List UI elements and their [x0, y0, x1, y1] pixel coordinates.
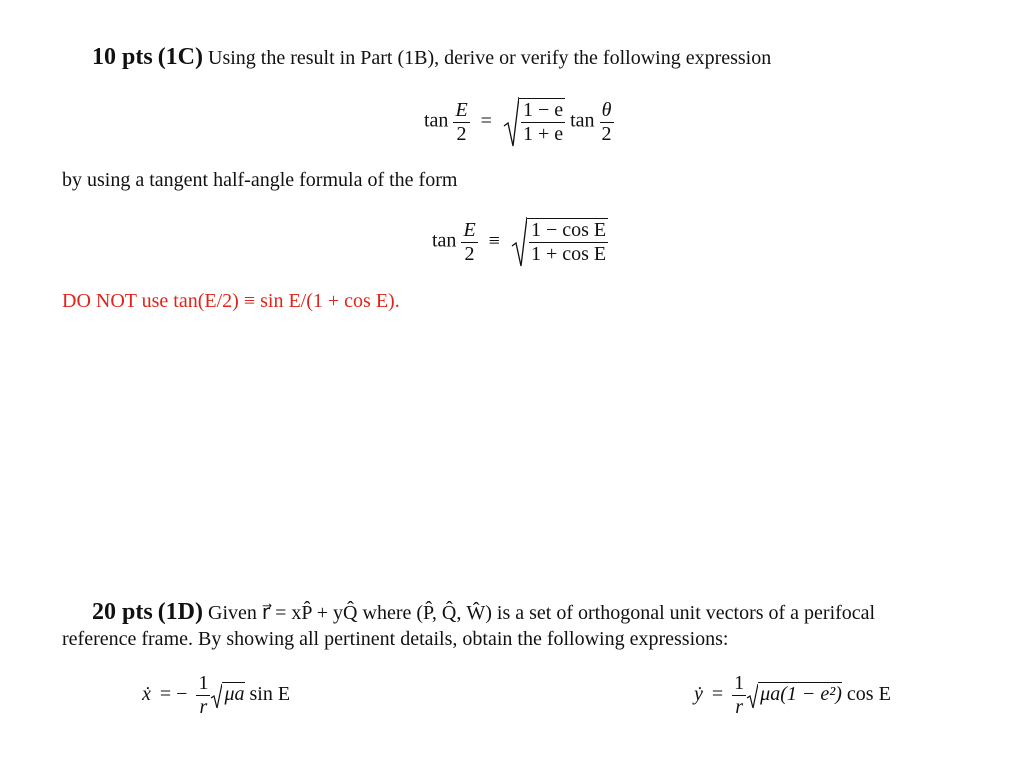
eq2-rad-num: 1 − cos E — [530, 218, 607, 241]
eq2-lhs-den: 2 — [461, 242, 477, 266]
part-1d-label: (1D) — [157, 599, 204, 625]
part-1c-points: 10 pts — [92, 44, 153, 70]
eq1-rhs-fn: tan — [570, 109, 595, 132]
eq1-lhs-num: E — [455, 98, 468, 121]
eqx-fraction — [196, 672, 210, 719]
eqy-lhs: ẏ — [694, 683, 703, 706]
warning-expression: tan(E/2) ≡ sin E/(1 + cos E). — [173, 290, 400, 312]
eqy-fraction — [732, 672, 746, 719]
eqx-tail: sin E — [249, 683, 291, 706]
eqy-relation: = — [711, 683, 724, 706]
eqy-den: r — [732, 695, 746, 719]
sqrt-icon — [746, 683, 758, 709]
warning-prefix: DO NOT use — [62, 290, 169, 312]
eqy-sqrt — [746, 682, 842, 708]
eq1-lhs-den: 2 — [453, 122, 469, 146]
sqrt-icon — [210, 683, 222, 709]
equation-tan-half-e — [424, 96, 614, 148]
part-1c-label: (1C) — [157, 44, 204, 70]
eq1-relation: = — [480, 109, 492, 132]
warning-text — [62, 290, 400, 313]
part-1c-intro: Using the result in Part (1B), derive or verify the following expression — [208, 47, 772, 69]
eqx-lhs: ẋ — [142, 683, 151, 706]
sqrt-icon — [503, 96, 519, 148]
eqy-tail: cos E — [846, 683, 891, 706]
eq2-rad-den: 1 + cos E — [530, 242, 607, 265]
equation-half-angle-formula — [432, 216, 608, 268]
part-1d-header — [62, 600, 1002, 651]
eqx-sqrt — [210, 682, 244, 708]
eq1-rad-num: 1 − e — [522, 98, 564, 121]
part-1c-header — [92, 44, 771, 71]
eq1-rhs-num: θ — [601, 98, 612, 121]
eqy-radicand: μa(1 − e²) — [760, 683, 842, 706]
part-1c-middle-text: by using a tangent half-angle formula of the form — [62, 169, 458, 191]
equation-y-dot — [694, 672, 891, 719]
eq2-relation: ≡ — [488, 229, 500, 252]
eqx-den: r — [196, 695, 210, 719]
eq2-lhs-num: E — [463, 218, 476, 241]
eq1-rhs-den: 2 — [601, 122, 612, 145]
equation-x-dot — [142, 672, 290, 719]
part-1d-intro-line1: Given r⃗ = xP̂ + yQ̂ where (P̂, Q̂, Ŵ) is a set of orthogonal unit vectors of a perifocal — [208, 602, 876, 624]
eq1-sqrt — [503, 96, 565, 148]
eqx-num: 1 — [198, 672, 209, 694]
eq2-sqrt — [511, 216, 608, 268]
eq1-lhs-fraction — [453, 99, 469, 146]
eq1-lhs-fn: tan — [424, 109, 449, 132]
eqx-radicand: μa — [224, 683, 245, 706]
eq2-lhs-fraction — [461, 219, 477, 266]
eqx-relation: = − — [159, 683, 188, 706]
part-1d-intro-line2: reference frame. By showing all pertinent details, obtain the following expressions: — [62, 628, 729, 650]
sqrt-icon — [511, 216, 527, 268]
eq1-rhs-fraction — [600, 99, 614, 146]
eq1-rad-den: 1 + e — [522, 122, 564, 145]
eq2-lhs-fn: tan — [432, 229, 457, 252]
part-1d-points: 20 pts — [92, 599, 153, 625]
eqy-num: 1 — [734, 672, 745, 694]
